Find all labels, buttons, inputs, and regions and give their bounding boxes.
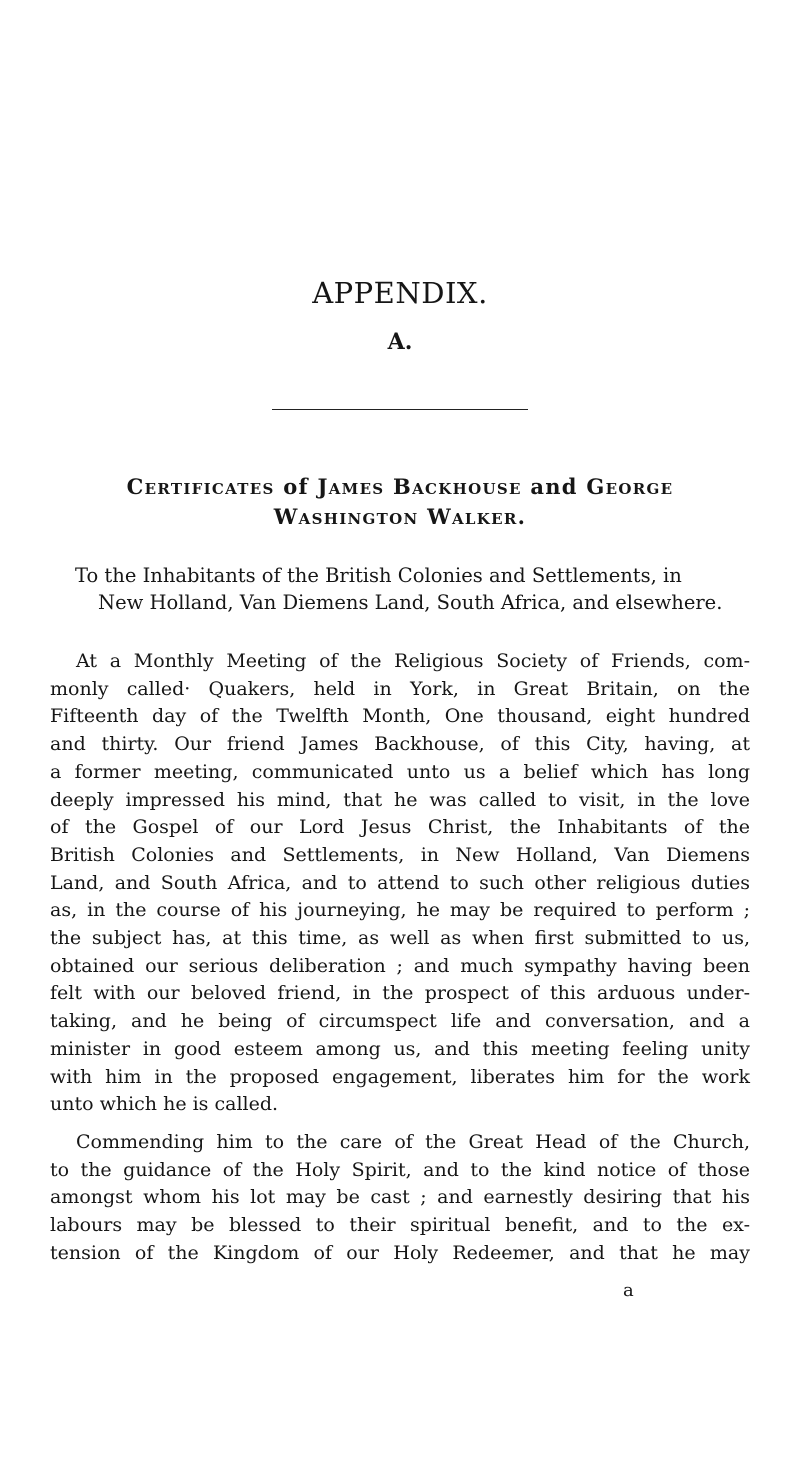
text-line: unto which he is called. — [50, 1093, 279, 1116]
text-line: the subject has, at this time, as well as when first submitted to us, — [50, 927, 750, 950]
text-line: deeply impressed his mind, that he was called to visit, in the love — [50, 788, 750, 811]
text-line: with him in the proposed engagement, liberates him for the work — [50, 1065, 750, 1088]
text-line: taking, and he being of circumspect life and conversation, and a — [50, 1010, 750, 1033]
certificates-heading — [60, 472, 740, 532]
heading-word-certificates: Certificates — [126, 474, 275, 499]
text-line: felt with our beloved friend, in the prospect of this arduous under- — [50, 982, 750, 1005]
text-line: Land, and South Africa, and to attend to such other religious duties — [50, 871, 750, 894]
text-line: and thirty. Our friend James Backhouse, of this City, having, at — [50, 733, 750, 756]
text-line: to the guidance of the Holy Spirit, and to the kind notice of those — [50, 1158, 750, 1181]
text-line: amongst whom his lot may be cast ; and earnestly desiring that his — [50, 1186, 750, 1209]
address-line-2: New Holland, Van Diemens Land, South Africa, and elsewhere. — [98, 591, 723, 614]
address-line-1: To the Inhabitants of the British Colonies and Settlements, in — [75, 564, 682, 587]
text-line: obtained our serious deliberation ; and much sympathy having been — [50, 954, 750, 977]
divider-rule — [272, 409, 528, 410]
text-line: Fifteenth day of the Twelfth Month, One thousand, eight hundred — [50, 705, 750, 728]
text-line: monly called· Quakers, held in York, in Great Britain, on the — [50, 677, 750, 700]
address-line — [75, 562, 765, 616]
heading-name-washington-walker: Washington Walker. — [273, 504, 527, 529]
paragraph-meeting-minute — [50, 648, 750, 1119]
appendix-title: APPENDIX. — [312, 276, 488, 310]
heading-name-george: George — [586, 474, 674, 499]
text-line: minister in good esteem among us, and this meeting feeling unity — [50, 1037, 750, 1060]
heading-word-and: and — [521, 474, 587, 499]
text-line: a former meeting, communicated unto us a belief which has long — [50, 760, 750, 783]
text-line: of the Gospel of our Lord Jesus Christ, the Inhabitants of the — [50, 816, 750, 839]
text-line: as, in the course of his journeying, he may be required to perform ; — [50, 899, 750, 922]
section-letter: A. — [387, 329, 413, 355]
text-line: British Colonies and Settlements, in New Holland, Van Diemens — [50, 843, 750, 866]
paragraph-commendation — [50, 1129, 750, 1268]
text-line: labours may be blessed to their spiritual benefit, and to the ex- — [50, 1214, 750, 1237]
text-line: At a Monthly Meeting of the Religious Society of Friends, com- — [76, 650, 750, 672]
heading-name-james-backhouse: James Backhouse — [317, 474, 522, 499]
text-line: Commending him to the care of the Great Head of the Church, — [76, 1131, 750, 1153]
signature-mark: a — [623, 1280, 634, 1301]
heading-word-of: of — [274, 474, 318, 499]
text-line: tension of the Kingdom of our Holy Redeemer, and that he may — [50, 1241, 750, 1264]
